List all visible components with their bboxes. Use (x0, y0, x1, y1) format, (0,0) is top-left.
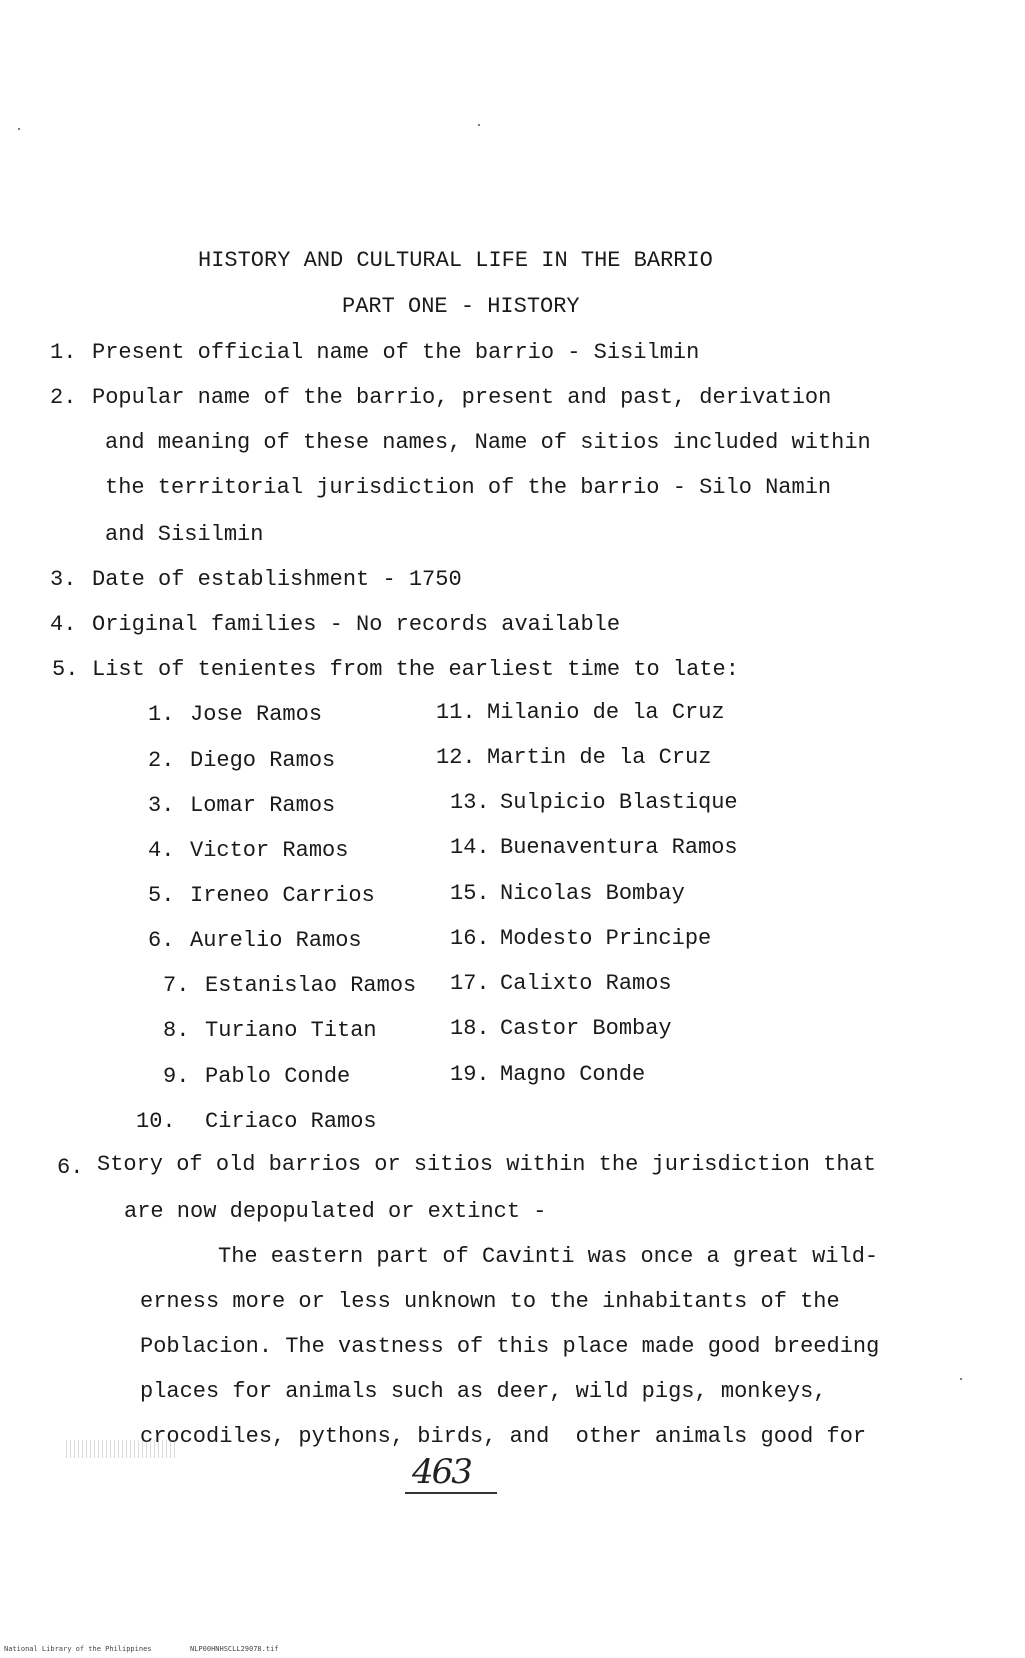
paragraph-line: The eastern part of Cavinti was once a great wild- (218, 1244, 879, 1269)
teniente-number: 12. (436, 745, 476, 770)
handwritten-page-number: 463 (412, 1452, 471, 1492)
item-text: Present official name of the barrio - Sisilmin (92, 340, 700, 365)
scan-speck (18, 128, 20, 130)
paragraph-line: Poblacion. The vastness of this place made good breeding (140, 1334, 880, 1359)
teniente-name: Nicolas Bombay (500, 881, 685, 906)
item-number: 5. (52, 657, 79, 682)
document-title: HISTORY AND CULTURAL LIFE IN THE BARRIO (198, 248, 713, 273)
teniente-name: Turiano Titan (205, 1018, 377, 1043)
paragraph-line: places for animals such as deer, wild pigs, monkeys, (140, 1379, 827, 1404)
teniente-name: Aurelio Ramos (190, 928, 362, 953)
teniente-name: Sulpicio Blastique (500, 790, 738, 815)
item-text: List of tenientes from the earliest time to late: (92, 657, 739, 682)
teniente-name: Castor Bombay (500, 1016, 672, 1041)
teniente-name: Estanislao Ramos (205, 973, 417, 998)
teniente-name: Milanio de la Cruz (487, 700, 725, 725)
teniente-number: 7. (163, 973, 190, 998)
item-number: 3. (50, 567, 77, 592)
footer-library: National Library of the Philippines (4, 1645, 152, 1653)
teniente-number: 9. (163, 1064, 190, 1089)
item-number: 1. (50, 340, 77, 365)
teniente-number: 18. (450, 1016, 490, 1041)
teniente-number: 1. (148, 702, 175, 727)
paragraph-line: crocodiles, pythons, birds, and other animals good for (140, 1424, 867, 1449)
teniente-number: 10. (136, 1109, 176, 1134)
teniente-number: 4. (148, 838, 175, 863)
teniente-name: Pablo Conde (205, 1064, 351, 1089)
teniente-name: Martin de la Cruz (487, 745, 712, 770)
item-text: the territorial jurisdiction of the barrio - Silo Namin (105, 475, 832, 500)
teniente-name: Victor Ramos (190, 838, 349, 863)
scan-speck (960, 1378, 962, 1380)
footer-filename: NLP00HNHSCLL29078.tif (190, 1645, 279, 1653)
teniente-number: 11. (436, 700, 476, 725)
teniente-number: 16. (450, 926, 490, 951)
page-number-underline (405, 1492, 497, 1494)
teniente-number: 13. (450, 790, 490, 815)
teniente-number: 15. (450, 881, 490, 906)
teniente-name: Ciriaco Ramos (205, 1109, 377, 1134)
item-text: are now depopulated or extinct - (124, 1199, 547, 1224)
teniente-number: 17. (450, 971, 490, 996)
item-text: and meaning of these names, Name of sitios included within (105, 430, 871, 455)
item-text: Popular name of the barrio, present and past, derivation (92, 385, 832, 410)
teniente-number: 2. (148, 748, 175, 773)
scan-smudge (66, 1440, 176, 1458)
teniente-number: 5. (148, 883, 175, 908)
teniente-name: Calixto Ramos (500, 971, 672, 996)
scan-speck (478, 124, 480, 126)
teniente-number: 14. (450, 835, 490, 860)
item-number: 4. (50, 612, 77, 637)
teniente-number: 19. (450, 1062, 490, 1087)
teniente-name: Modesto Principe (500, 926, 712, 951)
item-text: Story of old barrios or sitios within the jurisdiction that (97, 1152, 876, 1177)
teniente-name: Ireneo Carrios (190, 883, 375, 908)
teniente-number: 3. (148, 793, 175, 818)
item-number: 6. (57, 1155, 84, 1180)
part-heading: PART ONE - HISTORY (342, 294, 580, 319)
teniente-name: Buenaventura Ramos (500, 835, 738, 860)
item-text: Date of establishment - 1750 (92, 567, 462, 592)
teniente-name: Jose Ramos (190, 702, 323, 727)
teniente-name: Magno Conde (500, 1062, 646, 1087)
teniente-name: Diego Ramos (190, 748, 336, 773)
item-text: Original families - No records available (92, 612, 621, 637)
item-number: 2. (50, 385, 77, 410)
paragraph-line: erness more or less unknown to the inhabitants of the (140, 1289, 840, 1314)
teniente-name: Lomar Ramos (190, 793, 336, 818)
teniente-number: 8. (163, 1018, 190, 1043)
item-text: and Sisilmin (105, 522, 264, 547)
teniente-number: 6. (148, 928, 175, 953)
